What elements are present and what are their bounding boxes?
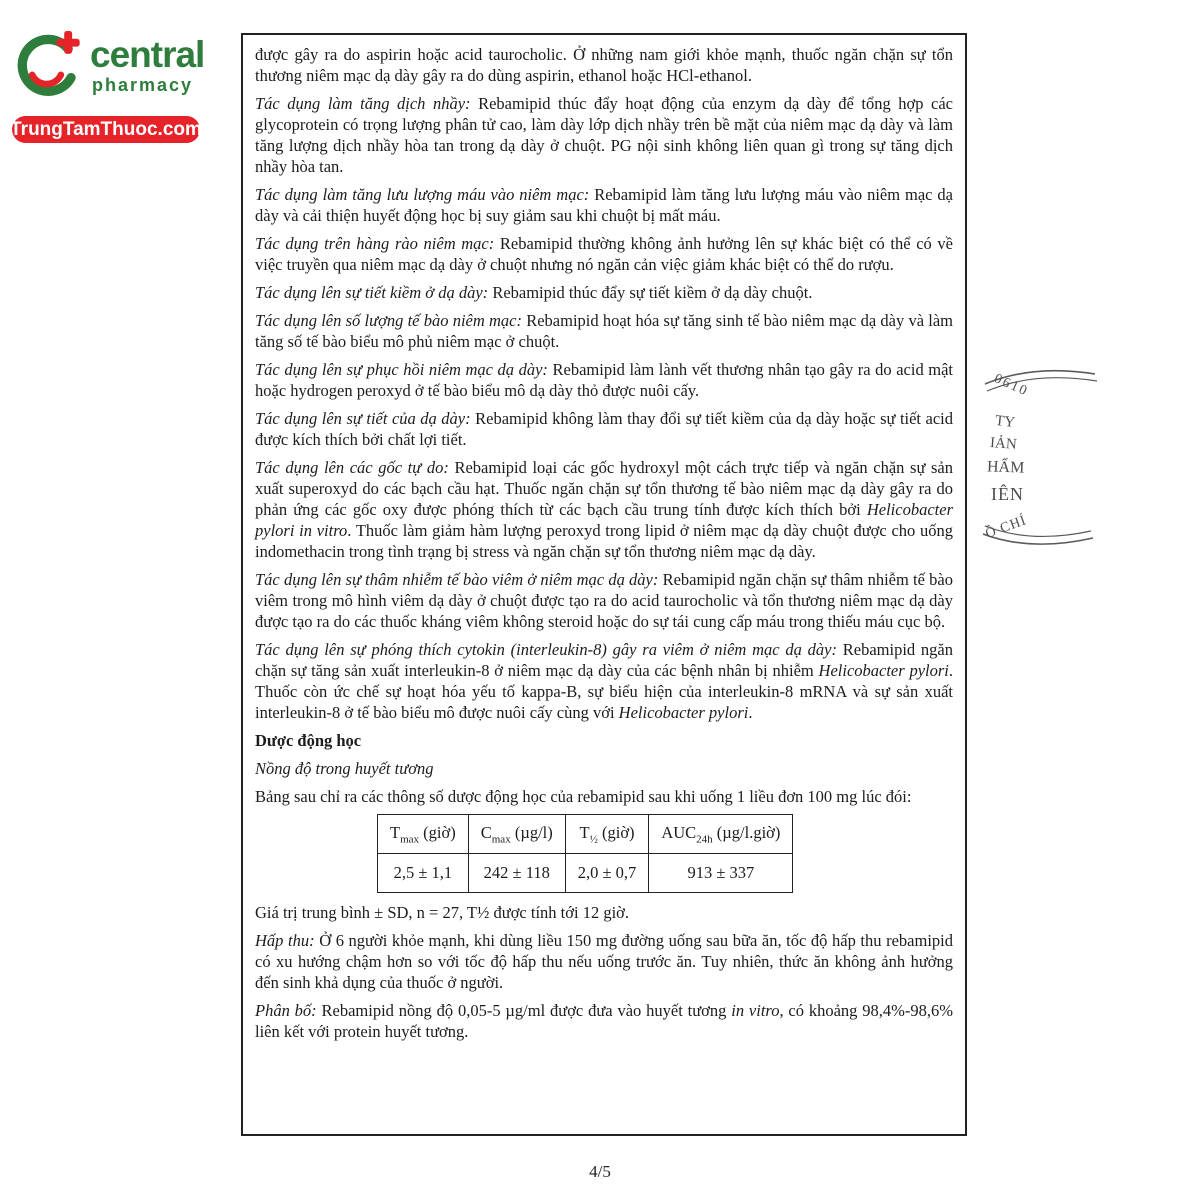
- stamp-text-fragment: Ồ CHÍ: [983, 513, 1029, 542]
- stamp-text-fragment: HẨM: [986, 458, 1025, 477]
- text-run: , có khoảng 98,4%-98,6% liên kết với protein huyết tương.: [255, 1001, 954, 1041]
- document-paragraph: [255, 233, 953, 275]
- text-run: Rebamipid không làm thay đổi sự tiết kiềm của dạ dày hoặc sự tiết acid được kích thích bởi chất lợi tiết.: [255, 409, 954, 449]
- text-run: Tác dụng trên hàng rào niêm mạc:: [255, 234, 500, 253]
- document-paragraph: [255, 408, 953, 450]
- pk-table-value: 2,0 ± 0,7: [565, 854, 649, 893]
- text-run: Tác dụng lên sự phục hồi niêm mạc dạ dày:: [255, 360, 553, 379]
- pk-table-value: 2,5 ± 1,1: [378, 854, 469, 893]
- pk-table-value: 242 ± 118: [468, 854, 565, 893]
- document-paragraph: [255, 457, 953, 562]
- text-run: Tác dụng làm tăng dịch nhầy:: [255, 94, 479, 113]
- text-run: . Thuốc còn ức chế sự hoạt hóa yếu tố kappa-B, sự biểu hiện của interleukin-8 mRNA và sự sản xuất interleukin-8 ở tế bào biểu mô được nuôi cấy cùng với: [255, 661, 954, 722]
- stamp-text-fragment: IẢN: [989, 435, 1018, 453]
- document-paragraph: [255, 359, 953, 401]
- central-pharmacy-logo-icon: [12, 30, 84, 108]
- stamp-text-fragment: 0610: [991, 371, 1031, 400]
- text-run: Rebamipid thúc đẩy hoạt động của enzym dạ dày để tổng hợp các glycoprotein có trọng lượng phân tử cao, làm dày lớp dịch nhầy trên bề mặt của niêm mạc dạ dày và làm tăng lượng dịch nhầy hòa tan trong dạ dày ở chuột. PG nội sinh không liên quan gì trong sự tăng dịch nhầy hòa tan.: [255, 94, 953, 176]
- text-run: Tác dụng lên số lượng tế bào niêm mạc:: [255, 311, 527, 330]
- document-paragraph: [255, 44, 953, 86]
- pk-table-header: $T_{\frac{1}{2}}$ (giờ): [565, 815, 649, 854]
- text-run: Ở 6 người khỏe mạnh, khi dùng liều 150 mg đường uống sau bữa ăn, tốc độ hấp thu rebamipid có xu hướng chậm hơn so với tốc độ hấp thu nếu uống trước ăn. Tuy nhiên, thức ăn không ảnh hưởng đến sinh khả dụng của thuốc ở người.: [255, 931, 953, 992]
- text-run: Rebamipid ngăn chặn sự thâm nhiễm tế bào viêm trong mô hình viêm dạ dày ở chuột được tạo ra do acid taurocholic và tổn thương niêm mạc dạ dày được tạo ra do các thuốc kháng viêm không steroid hoặc do sự tái cung cấp máu trong thiếu máu cục bộ.: [255, 570, 953, 631]
- text-run: Tác dụng lên sự thâm nhiễm tế bào viêm ở niêm mạc dạ dày:: [255, 570, 663, 589]
- text-run: được gây ra do aspirin hoặc acid taurocholic. Ở những nam giới khỏe mạnh, thuốc ngăn chặn sự tổn thương niêm mạc dạ dày gây ra do dùng aspirin, ethanol hoặc HCl-ethanol.: [255, 45, 953, 85]
- text-run: Giá trị trung bình ± SD, n = 27, T½ được tính tới 12 giờ.: [255, 903, 629, 922]
- pk-table-wrapper: [377, 814, 953, 893]
- pk-table-header: $AUC_{24h}$ (µg/l.giờ): [649, 815, 793, 854]
- text-run: .: [748, 703, 753, 722]
- stamp-text-fragment: TY: [994, 413, 1016, 432]
- text-run: Nồng độ trong huyết tương: [255, 759, 434, 778]
- text-run: Helicobacter pylori in vitro: [255, 500, 953, 540]
- document-paragraph: [255, 93, 953, 177]
- text-run: Rebamipid hoạt hóa sự tăng sinh tế bào niêm mạc dạ dày và làm tăng số tế bào biểu mô phủ niêm mạc ở chuột.: [255, 311, 953, 351]
- section-heading: [255, 730, 953, 751]
- text-run: Helicobacter pylori: [818, 661, 949, 680]
- pharmacy-logo: [12, 30, 222, 143]
- text-run: in vitro: [731, 1001, 780, 1020]
- partial-round-stamp: [983, 362, 1103, 552]
- pk-table: [377, 814, 793, 893]
- document-paragraph: [255, 569, 953, 632]
- document-paragraph: [255, 282, 953, 303]
- text-run: Rebamipid nồng độ 0,05-5 µg/ml được đưa vào huyết tương: [321, 1001, 732, 1020]
- document-paragraph: [255, 184, 953, 226]
- page-number: 4/5: [589, 1162, 611, 1181]
- logo-sub-text: pharmacy: [92, 75, 194, 95]
- pk-table-value: 913 ± 337: [649, 854, 793, 893]
- text-run: Tác dụng lên sự tiết kiềm ở dạ dày:: [255, 283, 493, 302]
- text-run: Rebamipid làm tăng lưu lượng máu vào niêm mạc dạ dày và cải thiện huyết động học bị suy giảm sau khi chuột bị mất máu.: [255, 185, 953, 225]
- pk-table-header: $T_{max}$ (giờ): [378, 815, 469, 854]
- document-paragraph: [255, 902, 953, 923]
- text-run: Hấp thu:: [255, 931, 320, 950]
- text-run: Helicobacter pylori: [618, 703, 749, 722]
- document-paragraph: [255, 758, 953, 779]
- logo-badge: TrungTamThuoc.com: [12, 116, 200, 143]
- text-run: Rebamipid thường không ảnh hưởng lên sự khác biệt có thể có về việc truyền qua niêm mạc dạ dày ở chuột nhưng nó ngăn cản việc giảm khác biệt có thể do rượu.: [255, 234, 953, 274]
- document-paragraph: [255, 930, 953, 993]
- text-run: Tác dụng làm tăng lưu lượng máu vào niêm mạc:: [255, 185, 595, 204]
- text-run: Tác dụng lên sự tiết của dạ dày:: [255, 409, 476, 428]
- text-run: Rebamipid loại các gốc hydroxyl một cách trực tiếp và ngăn chặn sự sản xuất superoxyd do các bạch cầu hạt. Thuốc ngăn chặn sự tổn thương tế bào niêm mạc dạ dày gây ra do phản ứng các gốc oxy được phóng thích từ các bạch cầu trung tính được kích thích bởi: [255, 458, 953, 519]
- text-run: Tác dụng lên các gốc tự do:: [255, 458, 455, 477]
- text-run: Rebamipid làm lành vết thương nhân tạo gây ra do acid mật hoặc hydrogen peroxyd ở tế bào biểu mô dạ dày thỏ được nuôi cấy.: [255, 360, 953, 400]
- document-content: [255, 44, 953, 1042]
- text-run: Tác dụng lên sự phóng thích cytokin (interleukin-8) gây ra viêm ở niêm mạc dạ dày:: [255, 640, 843, 659]
- document-paragraph: [255, 786, 953, 807]
- stamp-text-fragment: IÊN: [991, 484, 1024, 504]
- text-run: Rebamipid ngăn chặn sự tăng sản xuất interleukin-8 ở niêm mạc dạ dày của các bệnh nhân bị nhiễm: [255, 640, 954, 680]
- logo-brand-text: central: [90, 34, 205, 75]
- text-run: Dược động học: [255, 731, 362, 750]
- text-run: Phân bố:: [255, 1001, 322, 1020]
- pk-table-header: $C_{max}$ (µg/l): [468, 815, 565, 854]
- document-paragraph: [255, 639, 953, 723]
- text-run: . Thuốc làm giảm hàm lượng peroxyd trong lipid ở niêm mạc dạ dày chuột được cho uống indomethacin trong tình trạng bị stress và ngăn chặn sự tổn thương niêm mạc dạ dày.: [255, 521, 953, 561]
- document-paragraph: [255, 1000, 953, 1042]
- text-run: Rebamipid thúc đẩy sự tiết kiềm ở dạ dày chuột.: [492, 283, 813, 302]
- document-page: [241, 33, 967, 1136]
- text-run: Bảng sau chỉ ra các thông số dược động học của rebamipid sau khi uống 1 liều đơn 100 mg lúc đói:: [255, 787, 912, 806]
- document-paragraph: [255, 310, 953, 352]
